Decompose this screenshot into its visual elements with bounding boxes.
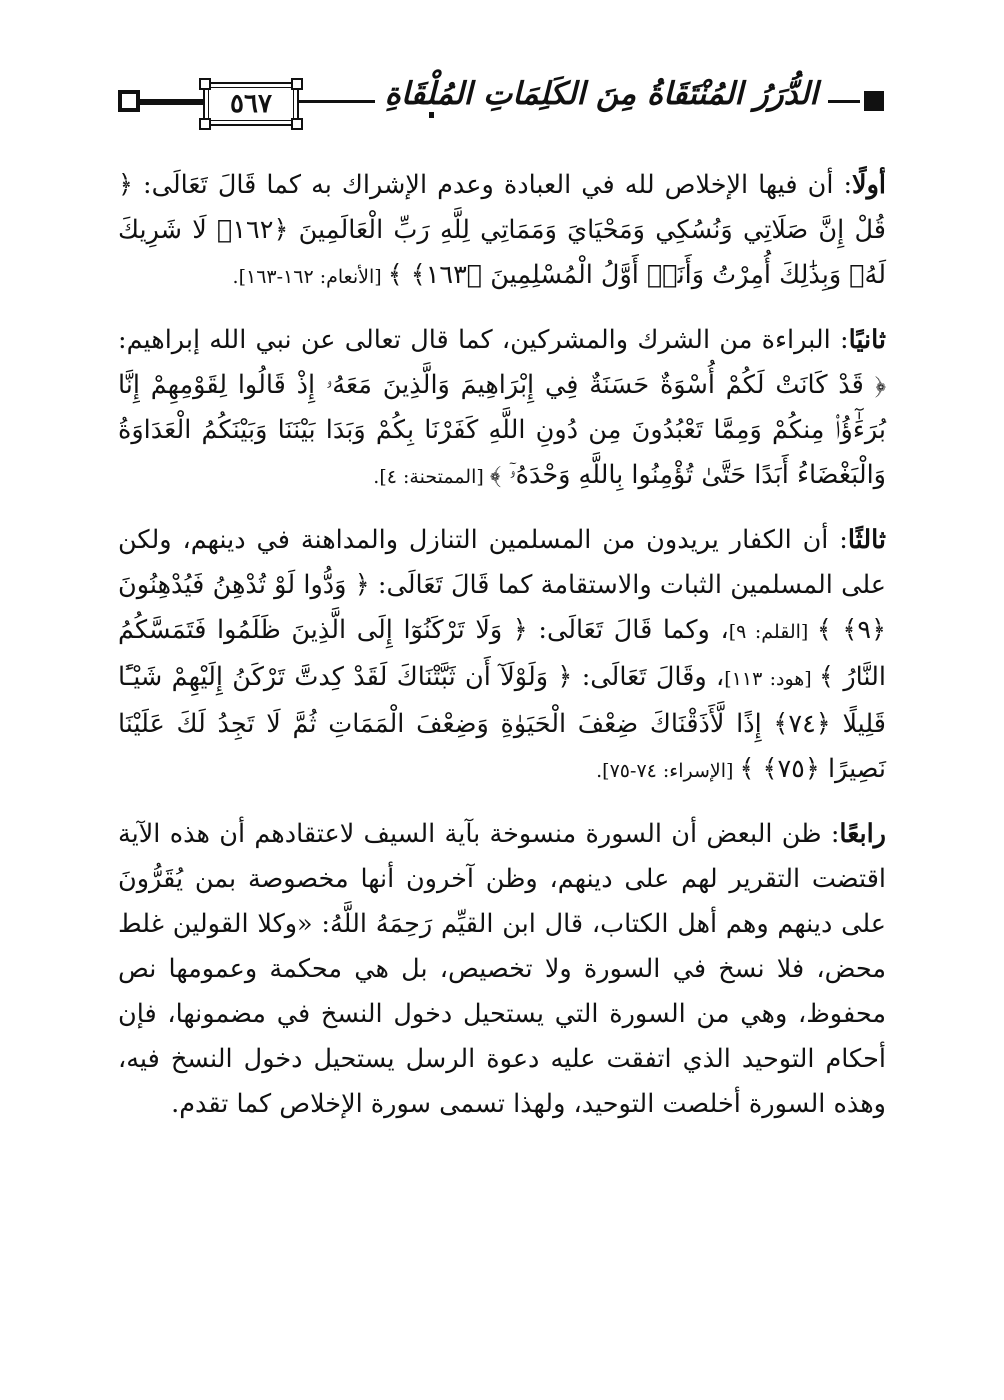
verse-citation: [الممتحنة: ٤].: [373, 466, 490, 488]
page-number: ٥٦٧: [230, 89, 272, 119]
body-text: ، وكما قَالَ تَعَالَى:: [527, 615, 729, 645]
quran-verse: ﴿ قُلْ إِنَّ صَلَاتِي وَنُسُكِي وَمَحْيَايَ وَمَمَاتِي لِلَّهِ رَبِّ الْعَالَمِينَ ﴿١٦٢﴾ لَا شَرِيكَ لَهُۥ وَبِذَٰلِكَ أُمِرْتُ وَأَنَا۠ أَوَّلُ الْمُسْلِمِينَ ﴿١٦٣﴾ ﴾: [118, 170, 886, 290]
running-title: الدُّرَرُ المُنْتَقَاةُ مِنَ الكَلِمَاتِ المُلْقَاةِ: [375, 76, 828, 112]
paragraph-lead: رابعًا: [839, 819, 886, 849]
verse-citation: [هود: ١١٣]: [724, 668, 820, 690]
body-text: : أن فيها الإخلاص لله في العبادة وعدم الإشراك به كما قَالَ تَعَالَى:: [132, 170, 853, 200]
body-text: : البراءة من الشرك والمشركين، كما قال تعالى عن نبي الله إبراهيم:: [118, 325, 849, 355]
page-number-frame: [203, 82, 299, 126]
page-header: [118, 72, 886, 134]
paragraph-lead: ثالثًا: [847, 525, 886, 555]
quran-verse: ﴿ وَلَا تَرْكَنُوٓا إِلَى الَّذِينَ ظَلَمُوا فَتَمَسَّكُمُ النَّارُ ﴾: [118, 615, 886, 692]
body-text: : أن الكفار يريدون من المسلمين التنازل والمداهنة في دينهم، ولكن على المسلمين الثبات والاستقامة كما قَالَ تَعَالَى:: [118, 525, 887, 600]
verse-citation: [الإسراء: ٧٤-٧٥].: [596, 760, 740, 782]
header-ornament-right-square: [864, 91, 884, 111]
header-rule-left: [140, 99, 206, 105]
quran-verse: ﴿ قَدْ كَانَتْ لَكُمْ أُسْوَةٌ حَسَنَةٌ فِي إِبْرَاهِيمَ وَالَّذِينَ مَعَهُۥ إِذْ قَالُوا لِقَوْمِهِمْ إِنَّا بُرَءَٰٓؤُا۟ مِنكُمْ وَمِمَّا تَعْبُدُونَ مِن دُونِ اللَّهِ كَفَرْنَا بِكُمْ وَبَدَا بَيْنَنَا وَبَيْنَكُمُ الْعَدَاوَةُ وَالْبَغْضَاءُ أَبَدًا حَتَّىٰ تُؤْمِنُوا بِاللَّهِ وَحْدَهُۥٓ ﴾: [118, 370, 886, 490]
body-text: ، وقَالَ تَعَالَى:: [572, 662, 725, 692]
paragraph-lead: أولًا: [852, 170, 886, 200]
body-text: : ظن البعض أن السورة منسوخة بآية السيف لاعتقادهم أن هذه الآية اقتضت التقرير لهم على دينهم، وظن آخرون أنها مخصوصة بمن يُقَرُّونَ على دينهم وهم أهل الكتاب، قال ابن القيِّم رَحِمَهُ اللَّهُ: «وكلا القولين غلط محض، فلا نسخ في السورة ولا تخصيص، بل هي محكمة وعمومها نص محفوظ، وهي من السورة التي يستحيل دخول النسخ في مضمونها، فإن أحكام التوحيد الذي اتفقت عليه دعوة الرسل يستحيل دخول النسخ فيه، وهذه السورة أخلصت التوحيد، ولهذا تسمى سورة الإخلاص كما تقدم.: [118, 819, 886, 1119]
quran-verse: ﴿ وَلَوْلَآ أَن ثَبَّتْنَاكَ لَقَدْ كِدتَّ تَرْكَنُ إِلَيْهِمْ شَيْـًٔا قَلِيلًا ﴿٧٤﴾ إِذًا لَّأَذَقْنَاكَ ضِعْفَ الْحَيَوٰةِ وَضِعْفَ الْمَمَاتِ ثُمَّ لَا تَجِدُ لَكَ عَلَيْنَا نَصِيرًا ﴿٧٥﴾ ﴾: [118, 662, 886, 784]
verse-citation: [القلم: ٩]: [728, 621, 817, 643]
main-text: [118, 163, 886, 1127]
paragraph-lead: ثانيًا: [848, 325, 886, 355]
quran-verse: ﴿ وَدُّوا لَوْ تُدْهِنُ فَيُدْهِنُونَ ﴿٩﴾ ﴾: [118, 570, 887, 645]
header-ornament-left-square: [118, 90, 140, 112]
paragraph: [118, 318, 886, 500]
paragraph: [118, 163, 886, 300]
paragraph: [118, 518, 886, 794]
paragraph: [118, 812, 886, 1127]
verse-citation: [الأنعام: ١٦٢-١٦٣].: [232, 266, 388, 288]
